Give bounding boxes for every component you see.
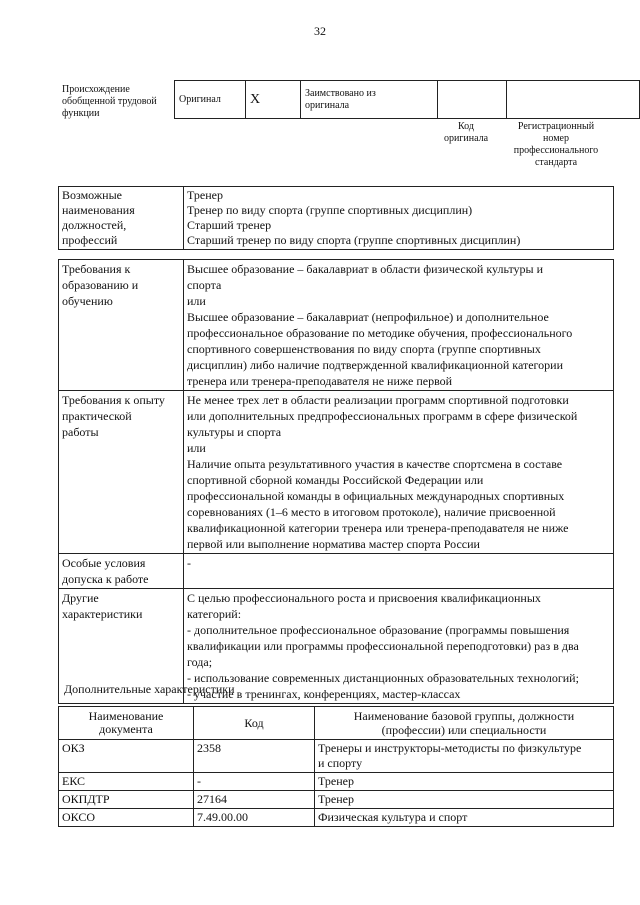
header-line: (профессии) или специальности	[381, 723, 547, 737]
experience-requirements-row	[59, 391, 614, 554]
row-name-line: и спорту	[318, 756, 363, 770]
header-document	[59, 707, 194, 740]
experience-requirements-content	[184, 391, 614, 554]
original-label: Оригинал	[179, 94, 221, 105]
header-line: документа	[99, 722, 153, 736]
row-document: ЕКС	[59, 773, 194, 791]
positions-label-line: должностей,	[62, 218, 127, 232]
reg-caption-line: Регистрационный	[517, 121, 595, 132]
content-line: квалификации или программы профессиональной переподготовки) раз в два	[187, 639, 579, 653]
additional-characteristics-title: Дополнительные характеристики	[64, 682, 235, 696]
row-document: ОКЗ	[59, 740, 194, 773]
positions-table	[58, 186, 614, 250]
row-code: 7.49.00.00	[194, 809, 315, 827]
row-code: -	[194, 773, 315, 791]
header-code: Код	[194, 707, 315, 740]
original-mark: X	[250, 91, 261, 107]
content-line: категорий:	[187, 607, 242, 621]
row-document: ОКСО	[59, 809, 194, 827]
borrowed-label-line: оригинала	[305, 99, 350, 111]
row-name	[315, 740, 614, 773]
additional-characteristics-table	[58, 706, 614, 827]
row-name-line: Тренер	[318, 792, 354, 806]
row-name-line: Тренер	[318, 774, 354, 788]
positions-label-line: профессий	[62, 233, 118, 247]
origin-label-line: обобщенной трудовой	[62, 96, 157, 107]
position-item: Тренер по виду спорта (группе спортивных дисциплин)	[187, 203, 473, 217]
code-caption	[432, 121, 500, 145]
requirements-table	[58, 259, 614, 704]
other-characteristics-content	[184, 589, 614, 704]
content-line: спортивной сборной команды Российской Федерации или	[187, 473, 484, 487]
table-row	[59, 791, 614, 809]
content-line: культуры и спорта	[187, 425, 282, 439]
content-line: - участие в тренингах, конференциях, мастер-классах	[187, 687, 461, 701]
borrowed-label-line: Заимствовано из	[305, 87, 376, 99]
content-line: -	[187, 556, 191, 570]
content-line: спортивного совершенствования по виду спорта (группе спортивных	[187, 342, 541, 356]
positions-label-line: Возможные	[62, 188, 122, 202]
code-caption-line: Код	[458, 121, 474, 132]
content-line: - использование современных дистанционных образовательных технологий;	[187, 671, 579, 685]
code-caption-line: оригинала	[443, 133, 489, 144]
content-line: квалификационной категории тренера или тренера-преподавателя не ниже	[187, 521, 569, 535]
special-conditions-row	[59, 554, 614, 589]
content-line: года;	[187, 655, 213, 669]
special-conditions-label	[59, 554, 184, 589]
row-name-line: Физическая культура и спорт	[318, 810, 468, 824]
content-line: Высшее образование – бакалавриат (непрофильное) и дополнительное	[187, 310, 549, 324]
position-item: Старший тренер	[187, 218, 272, 232]
row-name-line: Тренеры и инструкторы-методисты по физкультуре	[318, 741, 582, 755]
row-document: ОКПДТР	[59, 791, 194, 809]
table-row	[59, 773, 614, 791]
content-line: тренера или тренера-преподавателя не ниже первой	[187, 374, 453, 388]
content-line: соревнованиях (1–6 место в итоговом протоколе), наличие присвоенной	[187, 505, 556, 519]
row-name	[315, 809, 614, 827]
origin-label	[62, 84, 180, 120]
education-requirements-row	[59, 260, 614, 391]
content-line: профессиональное образование по методике обучения, профессионального	[187, 326, 573, 340]
position-item: Тренер	[187, 188, 223, 202]
education-requirements-content	[184, 260, 614, 391]
registration-number-cell	[507, 81, 640, 119]
row-code: 27164	[194, 791, 315, 809]
origin-table	[174, 80, 640, 119]
reg-caption-line: стандарта	[534, 157, 578, 168]
header-line: Наименование	[88, 709, 164, 723]
positions-label	[59, 187, 184, 250]
original-code-cell	[438, 81, 507, 119]
label-line: Требования к	[62, 262, 131, 276]
header-name	[315, 707, 614, 740]
header-line: Наименование базовой группы, должности	[353, 709, 575, 723]
positions-list	[184, 187, 614, 250]
original-cell	[175, 81, 246, 119]
origin-label-line: Происхождение	[62, 84, 130, 95]
reg-caption-line: номер	[543, 133, 569, 144]
reg-caption-line: профессионального	[513, 145, 599, 156]
positions-label-line: наименования	[62, 203, 135, 217]
position-item: Старший тренер по виду спорта (группе спортивных дисциплин)	[187, 233, 521, 247]
origin-label-line: функции	[62, 108, 100, 119]
row-name	[315, 791, 614, 809]
content-line: или дополнительных предпрофессиональных программ в сфере физической	[187, 409, 578, 423]
original-mark-cell	[246, 81, 301, 119]
experience-requirements-label	[59, 391, 184, 554]
content-line: Высшее образование – бакалавриат в области физической культуры и	[187, 262, 544, 276]
content-line: спорта	[187, 278, 222, 292]
label-line: образованию и	[62, 278, 139, 292]
education-requirements-label	[59, 260, 184, 391]
content-line: первой или выполнение норматива мастер спорта России	[187, 537, 480, 551]
content-line: С целью профессионального роста и присвоения квалификационных	[187, 591, 541, 605]
table-row	[59, 740, 614, 773]
row-code: 2358	[194, 740, 315, 773]
content-line: - дополнительное профессиональное образование (программы повышения	[187, 623, 570, 637]
borrowed-cell	[301, 81, 438, 119]
special-conditions-content	[184, 554, 614, 589]
table-row	[59, 809, 614, 827]
table-header-row	[59, 707, 614, 740]
label-line: обучению	[62, 294, 113, 308]
label-line: работы	[62, 425, 99, 439]
label-line: Другие	[62, 591, 99, 605]
content-line: или	[187, 294, 206, 308]
page-number: 32	[314, 24, 326, 38]
registration-caption	[502, 121, 610, 169]
label-line: Требования к опыту	[62, 393, 165, 407]
row-name	[315, 773, 614, 791]
label-line: практической	[62, 409, 132, 423]
content-line: или	[187, 441, 206, 455]
label-line: допуска к работе	[62, 572, 149, 586]
label-line: Особые условия	[62, 556, 146, 570]
content-line: Наличие опыта результативного участия в качестве спортсмена в составе	[187, 457, 563, 471]
label-line: характеристики	[62, 607, 143, 621]
content-line: Не менее трех лет в области реализации программ спортивной подготовки	[187, 393, 569, 407]
content-line: дисциплин) либо наличие подтвержденной квалификационной категории	[187, 358, 564, 372]
content-line: профессиональной команды в официальных международных спортивных	[187, 489, 565, 503]
